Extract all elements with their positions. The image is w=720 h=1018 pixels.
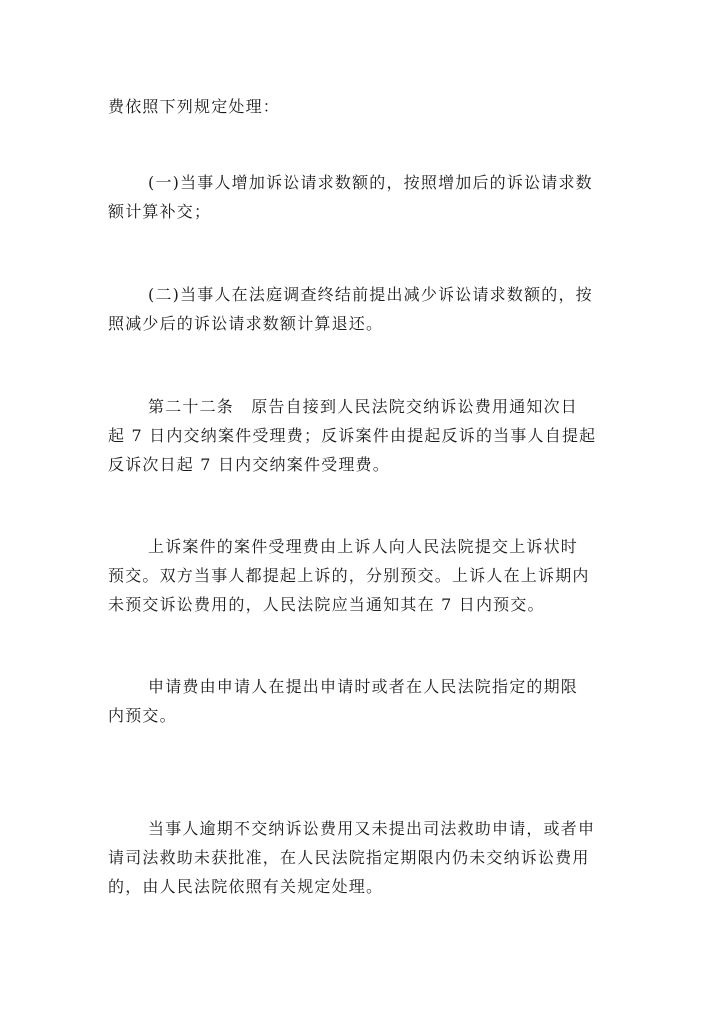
text-line: 请司法救助未获批准，在人民法院指定期限内仍未交纳诉讼费用	[108, 848, 590, 867]
text-line: 的，由人民法院依照有关规定处理。	[108, 877, 384, 896]
paragraph-article-22	[108, 392, 618, 479]
text-line: 内预交。	[108, 706, 177, 725]
text-line: 未预交诉讼费用的，人民法院应当通知其在 7 日内预交。	[108, 595, 545, 614]
paragraph-increase-claim	[108, 168, 618, 226]
text-line: (一)当事人增加诉讼请求数额的，按照增加后的诉讼请求数	[148, 173, 593, 192]
paragraph-decrease-claim	[108, 280, 618, 338]
text-line: (二)当事人在法庭调查终结前提出减少诉讼请求数额的，按	[148, 285, 593, 304]
text-line: 反诉次日起 7 日内交纳案件受理费。	[108, 455, 390, 474]
text-line: 费依照下列规定处理：	[108, 97, 281, 116]
paragraph-appeal-fee	[108, 532, 618, 619]
paragraph-overdue-payment	[108, 814, 618, 901]
text-line: 额计算补交；	[108, 202, 212, 221]
text-line: 起 7 日内交纳案件受理费；反诉案件由提起反诉的当事人自提起	[108, 426, 597, 445]
text-line: 申请费由申请人在提出申请时或者在人民法院指定的期限	[148, 677, 579, 696]
text-line: 第二十二条 原告自接到人民法院交纳诉讼费用通知次日	[148, 397, 579, 416]
text-line: 照减少后的诉讼请求数额计算退还。	[108, 314, 384, 333]
text-line: 预交。双方当事人都提起上诉的，分别预交。上诉人在上诉期内	[108, 566, 590, 585]
text-line: 当事人逾期不交纳诉讼费用又未提出司法救助申请，或者申	[148, 819, 596, 838]
paragraph-fee-rules-intro	[108, 92, 618, 121]
text-line: 上诉案件的案件受理费由上诉人向人民法院提交上诉状时	[148, 537, 579, 556]
paragraph-application-fee	[108, 672, 618, 730]
